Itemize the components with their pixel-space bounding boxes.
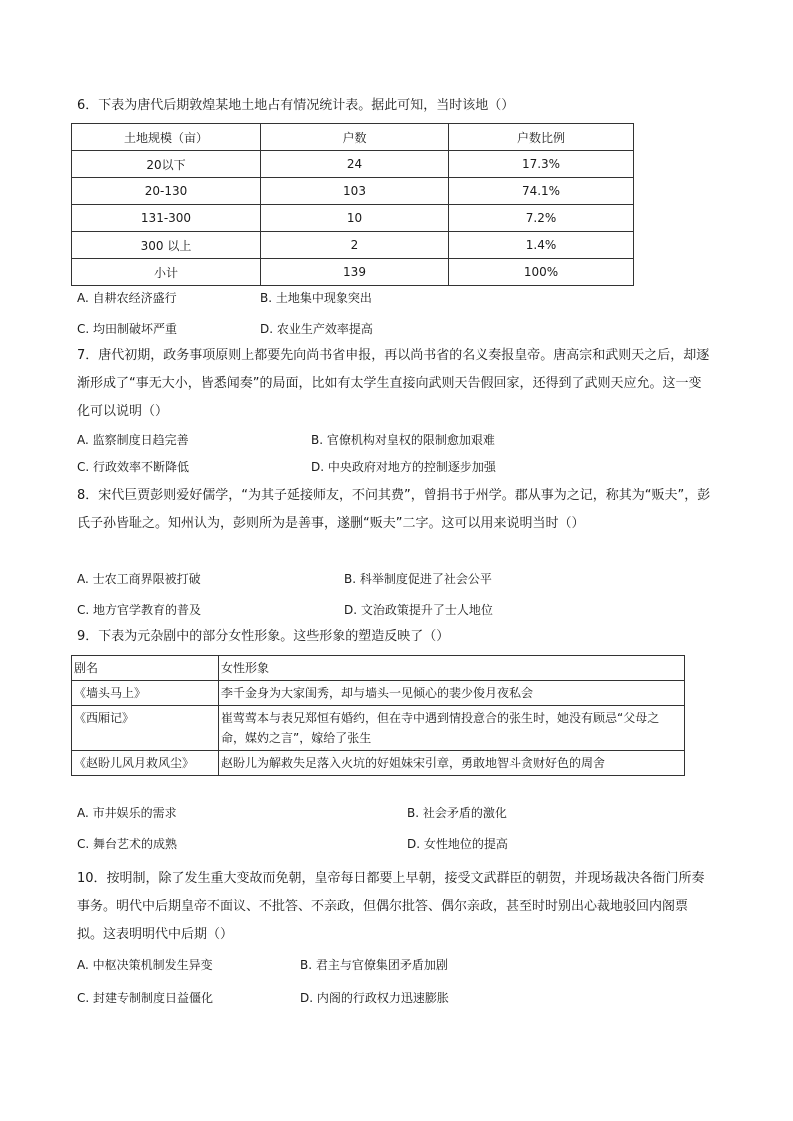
table-cell: 赵盼儿为解救失足落入火坑的好姐妹宋引章，勇敢地智斗贪财好色的周舍 [219, 751, 685, 776]
table-cell: 100% [449, 259, 634, 286]
q6-stem: 6．下表为唐代后期敦煌某地土地占有情况统计表。据此可知，当时该地（） [77, 98, 515, 113]
table-cell: 131-300 [72, 205, 261, 232]
q10-option-a[interactable]: A. 中枢决策机制发生异变 [77, 958, 213, 972]
table-cell: 74.1% [449, 178, 634, 205]
table-row [72, 706, 685, 751]
table-cell: 139 [261, 259, 449, 286]
table-cell: 20-130 [72, 178, 261, 205]
table-cell: 7.2% [449, 205, 634, 232]
table-cell: 300 以上 [72, 232, 261, 259]
table-row [72, 151, 634, 178]
q9-stem: 9．下表为元杂剧中的部分女性形象。这些形象的塑造反映了（） [77, 629, 450, 644]
q6-option-a[interactable]: A. 自耕农经济盛行 [77, 291, 177, 305]
q6-option-d[interactable]: D. 农业生产效率提高 [260, 322, 373, 336]
table-cell: 2 [261, 232, 449, 259]
table-header-row [72, 656, 685, 681]
table-header-cell: 女性形象 [219, 656, 685, 681]
table-cell: 17.3% [449, 151, 634, 178]
table-row [72, 178, 634, 205]
table-cell: 10 [261, 205, 449, 232]
table-header-cell: 户数比例 [449, 124, 634, 151]
q10-option-d[interactable]: D. 内阁的行政权力迅速膨胀 [300, 991, 449, 1005]
table-row [72, 232, 634, 259]
table-cell: 103 [261, 178, 449, 205]
table-cell: 20以下 [72, 151, 261, 178]
table-cell: 李千金身为大家闺秀，却与墙头一见倾心的裴少俊月夜私会 [219, 681, 685, 706]
q8-stem: 8．宋代巨贾彭则爱好儒学，“为其子延接师友，不问其费”，曾捐书于州学。郡从事为之记，称其为“贩夫”，彭氏子孙皆耻之。知州认为，彭则所为是善事，遂删“贩夫”二字。这可以用来说明当时（） [77, 488, 711, 531]
table-cell: 《墙头马上》 [72, 681, 219, 706]
q7-option-a[interactable]: A. 监察制度日趋完善 [77, 433, 189, 447]
q7-option-b[interactable]: B. 官僚机构对皇权的限制愈加艰难 [311, 433, 495, 447]
q8-option-d[interactable]: D. 文治政策提升了士人地位 [344, 603, 493, 617]
table-row [72, 751, 685, 776]
table-header-cell: 剧名 [72, 656, 219, 681]
table-cell: 崔莺莺本与表兄郑恒有婚约，但在寺中遇到情投意合的张生时，她没有顾忌“父母之命，媒妁之言”，嫁给了张生 [219, 706, 685, 751]
q8-option-a[interactable]: A. 士农工商界限被打破 [77, 572, 201, 586]
q7-option-d[interactable]: D. 中央政府对地方的控制逐步加强 [311, 460, 496, 474]
table-cell: 《西厢记》 [72, 706, 219, 751]
q7-option-c[interactable]: C. 行政效率不断降低 [77, 460, 190, 474]
q6-option-b[interactable]: B. 土地集中现象突出 [260, 291, 372, 305]
table-header-cell: 户数 [261, 124, 449, 151]
q9-option-d[interactable]: D. 女性地位的提高 [407, 837, 508, 851]
q6-option-c[interactable]: C. 均田制破坏严重 [77, 322, 178, 336]
q9-opera-table [71, 655, 685, 776]
table-row [72, 681, 685, 706]
q7-stem: 7．唐代初期，政务事项原则上都要先向尚书省申报，再以尚书省的名义奏报皇帝。唐高宗和武则天之后，却逐渐形成了“事无大小，皆悉闻奏”的局面，比如有太学生直接向武则天告假回家，还得到了武则天应允。这一变化可以说明（） [77, 348, 710, 419]
q10-option-c[interactable]: C. 封建专制制度日益僵化 [77, 991, 214, 1005]
q9-option-c[interactable]: C. 舞台艺术的成熟 [77, 837, 178, 851]
table-cell: 小计 [72, 259, 261, 286]
q10-option-b[interactable]: B. 君主与官僚集团矛盾加剧 [300, 958, 448, 972]
q6-land-table [71, 123, 634, 286]
table-header-cell: 土地规模（亩） [72, 124, 261, 151]
table-cell: 《赵盼儿风月救风尘》 [72, 751, 219, 776]
table-cell: 1.4% [449, 232, 634, 259]
q8-option-c[interactable]: C. 地方官学教育的普及 [77, 603, 202, 617]
table-header-row [72, 124, 634, 151]
table-row [72, 205, 634, 232]
q9-option-a[interactable]: A. 市井娱乐的需求 [77, 806, 177, 820]
q10-stem: 10．按明制，除了发生重大变故而免朝，皇帝每日都要上早朝，接受文武群臣的朝贺，并现场裁决各衙门所奏事务。明代中后期皇帝不面议、不批答、不亲政，但偶尔批答、偶尔亲政，甚至时时别出心裁地驳回内阁票拟。这表明明代中后期（） [77, 871, 705, 942]
q9-option-b[interactable]: B. 社会矛盾的激化 [407, 806, 507, 820]
q8-option-b[interactable]: B. 科举制度促进了社会公平 [344, 572, 492, 586]
table-row [72, 259, 634, 286]
table-cell: 24 [261, 151, 449, 178]
